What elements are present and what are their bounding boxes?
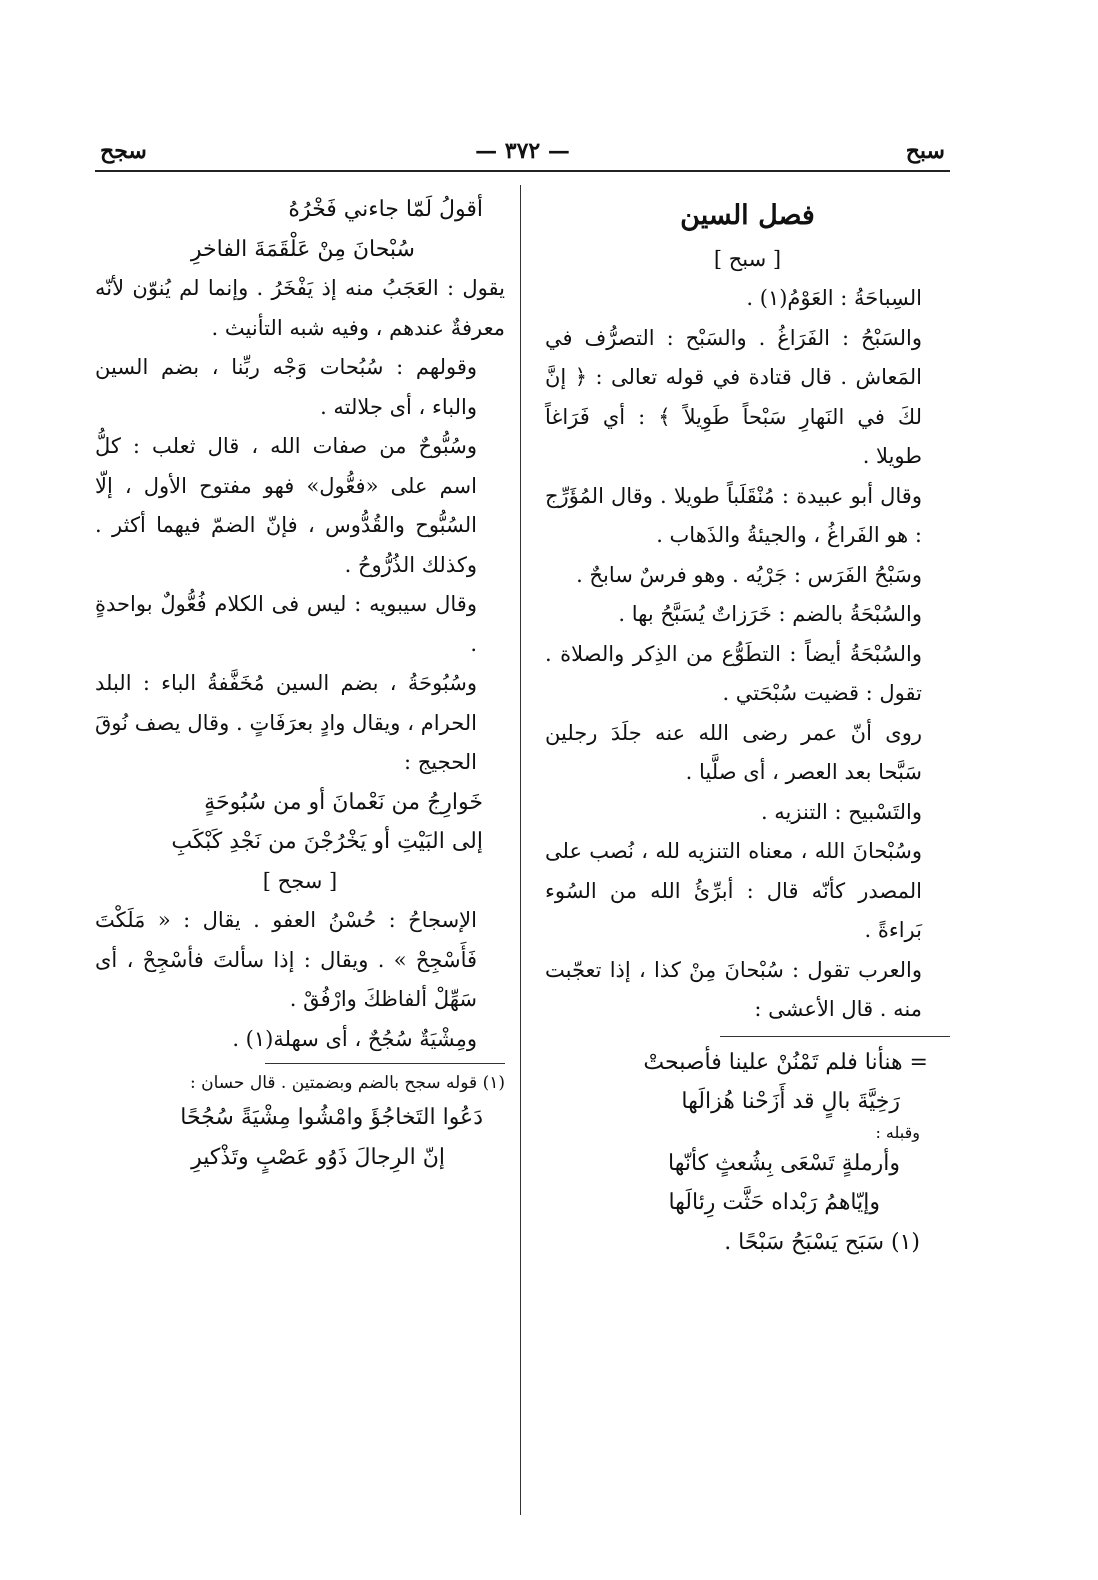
footnote-verse: رَخِيَّةَ بالٍ قد أَزَحْنا هُزالَها: [681, 1089, 900, 1114]
section-title: فصل السين: [680, 200, 815, 231]
paragraph: وقولهم : سُبُحات وَجْه ربِّنا ، بضم السين والباء ، أى جلالته .: [95, 355, 477, 419]
poem-verse: إلى البَيْتِ أو يَخْرُجْنَ من نَجْدِ كَبْكَبِ: [171, 829, 483, 854]
footnote-verse: دَعُوا التَخاجُؤَ وامْشُوا مِشْيَةً سُجُحًا: [180, 1105, 483, 1130]
paragraph: وسُبُوحَةُ ، بضم السين مُخَفَّفةُ الباء : البلد الحرام ، ويقال وادٍ بعرَفَاتٍ . وقال يصف نُوقَ الحجيج :: [95, 671, 477, 774]
paragraph: والسَبْحُ : الفَرَاغُ . والسَبْح : التصرُّف في المَعاش . قال قتادة في قوله تعالى : ﴿ إنَّ لكَ في النَهارِ سَبْحاً طَوِيلاً ﴾ : أي فَرَاغاً طويلا .: [545, 325, 922, 468]
footnote-note: (١) قوله سجح بالضم وبضمتين . قال حسان :: [189, 1073, 505, 1093]
paragraph: والعرب تقول : سُبْحانَ مِنْ كذا ، إذا تعجّبت منه . قال الأعشى :: [545, 957, 922, 1021]
poem-verse: أقولُ لَمّا جاءني فَخْرُهُ: [288, 197, 483, 222]
footnote-rule: [265, 1063, 505, 1064]
paragraph: والسُبْحَةُ أيضاً : التطَوُّع من الذِكر والصلاة . تقول : قضيت سُبْحَتي .: [545, 641, 922, 705]
paragraph: وسُبْحانَ الله ، معناه التنزيه لله ، نُصب على المصدر كأنّه قال : أبرِّئُ الله من السُوء بَراءةً .: [545, 839, 922, 942]
right-column: [545, 190, 950, 1262]
paragraph: والتَسْبيح : التنزيه .: [760, 799, 922, 824]
paragraph: والسُبْحَةُ بالضم : خَرَزاتٌ يُسَبَّحُ بها .: [618, 602, 922, 626]
paragraph: الإسجاحُ : حُسْنُ العفو . يقال : « مَلَكْتَ فَأَسْجِحْ » . ويقال : إذا سألتَ فأسْجِحْ ، أى سَهِّلْ ألفاظكَ وارْفُقْ .: [95, 908, 477, 1011]
footnote-verse: وإيّاهمُ رَبْداه حَثَّت رِئالَها: [668, 1190, 880, 1215]
footnote-label: وقبله :: [875, 1122, 920, 1142]
left-column: [95, 190, 505, 1177]
footnote-verse: = هنأنا فلم تَمْنُنْ علينا فأصبحتْ: [643, 1049, 928, 1075]
header-right-keyword: سبح: [905, 138, 945, 164]
entry-heading-sjh: [ سجح ]: [262, 868, 338, 893]
footnote-verse: وأرملةٍ تَسْعَى بِشُعثٍ كأنّها: [667, 1150, 900, 1176]
header-rule: [95, 170, 950, 172]
page-number: — ٣٧٢ —: [475, 138, 570, 164]
header-left-keyword: سجح: [100, 138, 147, 164]
column-divider: [520, 185, 521, 1515]
paragraph: السِباحَةُ : العَوْمُ(١) .: [746, 286, 922, 310]
paragraph: وسُبُّوحٌ من صفات الله ، قال ثعلب : كلُّ اسم على «فعُّول» فهو مفتوح الأول ، إلّا السُبُّوح والقُدُّوس ، فإنّ الضمّ فيهما أكثر . وكذلك الذُرُّوحُ .: [95, 434, 477, 577]
paragraph: ومِشْيَةٌ سُجُحٌ ، أى سهلة(١) .: [232, 1026, 477, 1051]
paragraph: وسَبْحُ الفَرَس : جَرْيُه . وهو فرسٌ سابحٌ .: [576, 562, 922, 587]
paragraph: يقول : العَجَبُ منه إذ يَفْخَرُ . وإنما لم يُنوّن لأنّه معرفةٌ عندهم ، وفيه شبه التأنيث .: [95, 276, 505, 340]
paragraph: وقال سيبويه : ليس فى الكلام فُعُّولٌ بواحدةٍ .: [95, 592, 477, 656]
entry-heading-sbh: [ سبح ]: [713, 246, 782, 271]
running-header: [95, 138, 950, 178]
poem-verse: سُبْحانَ مِنْ عَلْقَمَةَ الفاخرِ: [190, 236, 415, 262]
footnote-note: (١) سَبَح يَسْبَحُ سَبْحًا .: [724, 1229, 920, 1255]
footnote-verse: إنّ الرِجالَ ذَوُو عَصْبٍ وتَذْكيرِ: [191, 1144, 445, 1170]
poem-verse: خَوارِجُ من نَعْمانَ أو من سُبُوحَةٍ: [204, 789, 483, 815]
footnote-rule: [720, 1036, 950, 1037]
paragraph: وقال أبو عبيدة : مُنْقَلَباً طويلا . وقال المُؤَرِّج : هو الفَراغُ ، والجيئةُ والذَهاب .: [545, 483, 922, 547]
paragraph: روى أنّ عمر رضى الله عنه جلَدَ رجلين سَبَّحا بعد العصر ، أى صلَّيا .: [545, 720, 922, 784]
